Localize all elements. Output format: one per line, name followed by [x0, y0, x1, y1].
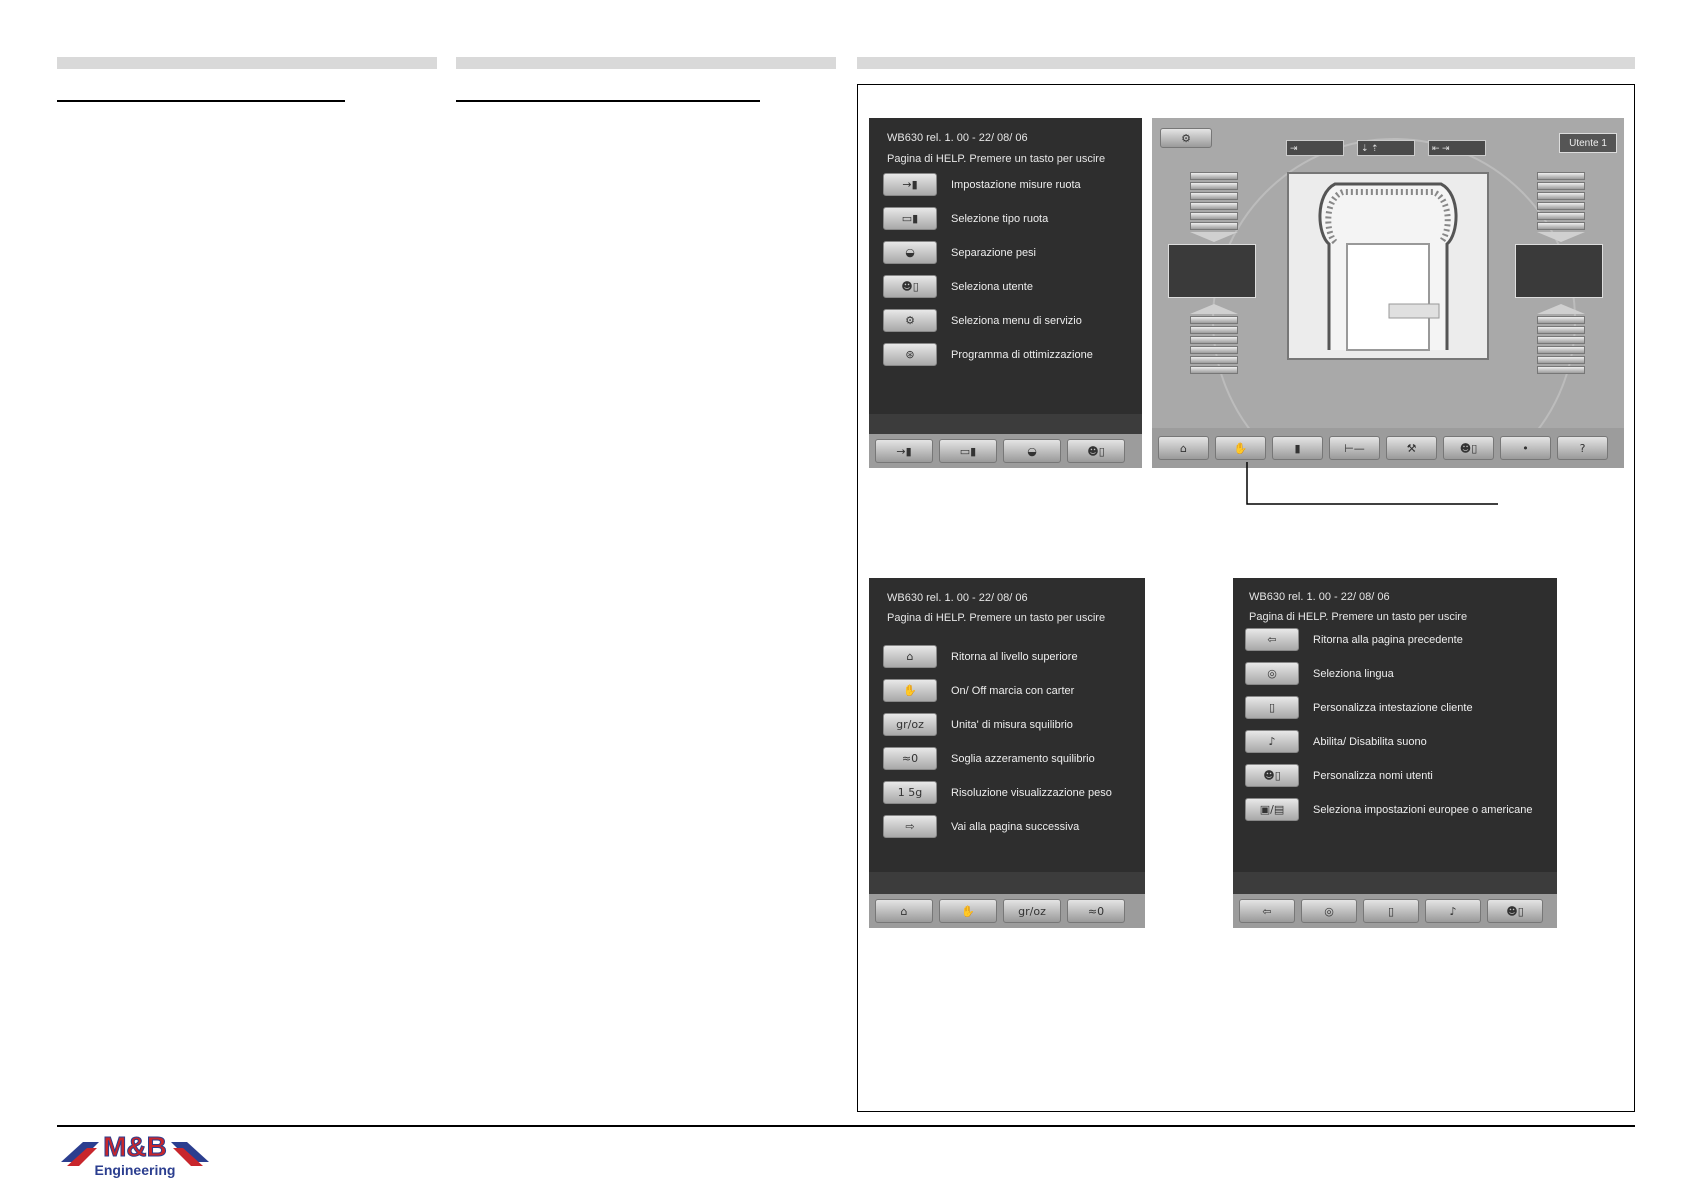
help-line: Pagina di HELP. Premere un tasto per uscire — [1249, 611, 1468, 623]
help-item-icon: ⇦ — [1245, 628, 1299, 651]
footer-rule — [57, 1125, 1635, 1127]
toolbar-button[interactable]: ⇦ — [1239, 899, 1295, 923]
column-rule-left — [57, 100, 345, 102]
help-item — [883, 342, 1093, 367]
help-item-icon: ◒ — [883, 241, 937, 264]
help-item — [883, 172, 1081, 197]
logo-sub: Engineering — [94, 1162, 176, 1178]
toolbar-button[interactable]: gr/oz — [1003, 899, 1061, 923]
help-screen-main — [869, 118, 1142, 468]
help-item-label: Abilita/ Disabilita suono — [1313, 735, 1427, 748]
logo-brand: M&B — [103, 1131, 167, 1162]
help-item-icon: ✋ — [883, 679, 937, 702]
column-header-bar-left — [57, 57, 437, 69]
help-item-icon: ♪ — [1245, 730, 1299, 753]
toolbar-button[interactable]: ▯ — [1363, 899, 1419, 923]
help-item — [1245, 797, 1533, 822]
toolbar-button[interactable]: ▮ — [1272, 436, 1323, 460]
toolbar — [869, 894, 1145, 928]
help-item — [1245, 695, 1473, 720]
help-item-icon: ≈0 — [883, 747, 937, 770]
help-item-label: Soglia azzeramento squilibrio — [951, 752, 1095, 765]
toolbar-button[interactable]: ✋ — [1215, 436, 1266, 460]
help-item — [883, 712, 1073, 737]
help-item-label: Personalizza nomi utenti — [1313, 769, 1433, 782]
help-item — [1245, 661, 1394, 686]
toolbar-button[interactable]: ◎ — [1301, 899, 1357, 923]
help-item — [883, 240, 1036, 265]
help-item-label: Personalizza intestazione cliente — [1313, 701, 1473, 714]
left-top-indicator — [1190, 172, 1238, 242]
toolbar-button[interactable]: ◒ — [1003, 439, 1061, 463]
help-item-label: Seleziona impostazioni europee o americane — [1313, 803, 1533, 816]
help-line: Pagina di HELP. Premere un tasto per uscire — [887, 153, 1106, 165]
help-item-label: Programma di ottimizzazione — [951, 348, 1093, 361]
version-line: WB630 rel. 1. 00 - 22/ 08/ 06 — [887, 592, 1028, 604]
help-item-icon: ▣/▤ — [1245, 798, 1299, 821]
help-item-icon: →▮ — [883, 173, 937, 196]
callout-line — [1240, 462, 1500, 506]
column-header-bar-right — [857, 57, 1635, 69]
help-item-label: Ritorna alla pagina precedente — [1313, 633, 1463, 646]
help-item — [883, 206, 1048, 231]
help-item — [883, 308, 1082, 333]
help-item-icon: ⊛ — [883, 343, 937, 366]
toolbar-button[interactable]: ☻▯ — [1487, 899, 1543, 923]
help-item — [1245, 763, 1433, 788]
help-item-icon: ☻▯ — [1245, 764, 1299, 787]
column-header-bar-middle — [456, 57, 836, 69]
help-item-label: Seleziona lingua — [1313, 667, 1394, 680]
help-item-icon: ⌂ — [883, 645, 937, 668]
help-item-icon: ☻▯ — [883, 275, 937, 298]
help-item — [1245, 729, 1427, 754]
version-line: WB630 rel. 1. 00 - 22/ 08/ 06 — [887, 132, 1028, 144]
help-item-label: Risoluzione visualizzazione peso — [951, 786, 1112, 799]
help-item-icon: ▭▮ — [883, 207, 937, 230]
help-screen-page-2 — [1233, 578, 1557, 928]
toolbar-button[interactable]: ⌂ — [875, 899, 933, 923]
user-badge[interactable]: Utente 1 — [1559, 133, 1617, 153]
column-rule-middle — [456, 100, 760, 102]
help-item-label: On/ Off marcia con carter — [951, 684, 1075, 697]
right-bottom-indicator — [1537, 304, 1585, 376]
help-item — [883, 274, 1033, 299]
logo — [57, 1132, 213, 1180]
toolbar-button[interactable]: • — [1500, 436, 1551, 460]
help-item — [883, 678, 1074, 703]
toolbar-button[interactable]: ♪ — [1425, 899, 1481, 923]
tire-cross-section — [1287, 172, 1489, 360]
diameter-field[interactable]: ⇤ ⇥ — [1428, 140, 1486, 156]
right-weight-display — [1515, 244, 1603, 298]
help-item-icon: ▯ — [1245, 696, 1299, 719]
toolbar — [1233, 894, 1557, 928]
help-item-label: Impostazione misure ruota — [951, 178, 1081, 191]
toolbar-button[interactable]: ⌂ — [1158, 436, 1209, 460]
toolbar-button[interactable]: ▭▮ — [939, 439, 997, 463]
version-line: WB630 rel. 1. 00 - 22/ 08/ 06 — [1249, 591, 1390, 603]
toolbar-button[interactable]: ✋ — [939, 899, 997, 923]
help-item — [1245, 627, 1463, 652]
help-item-label: Unita' di misura squilibrio — [951, 718, 1073, 731]
right-top-indicator — [1537, 172, 1585, 242]
help-item-label: Vai alla pagina successiva — [951, 820, 1080, 833]
toolbar — [869, 434, 1142, 468]
toolbar-button[interactable]: ≈0 — [1067, 899, 1125, 923]
toolbar-button[interactable]: ? — [1557, 436, 1608, 460]
distance-field[interactable]: ⇥ — [1286, 140, 1344, 156]
help-item — [883, 814, 1079, 839]
help-item-label: Seleziona menu di servizio — [951, 314, 1082, 327]
help-item-label: Seleziona utente — [951, 280, 1033, 293]
help-item-icon: ⇨ — [883, 815, 937, 838]
width-field[interactable]: ⇣ ⇡ — [1357, 140, 1415, 156]
help-item — [883, 780, 1112, 805]
toolbar-button[interactable]: →▮ — [875, 439, 933, 463]
toolbar-button[interactable]: ⚒ — [1386, 436, 1437, 460]
left-weight-display — [1168, 244, 1256, 298]
help-item-label: Selezione tipo ruota — [951, 212, 1049, 225]
help-line: Pagina di HELP. Premere un tasto per uscire — [887, 612, 1106, 624]
help-item-icon: ⚙ — [883, 309, 937, 332]
toolbar-button[interactable]: ☻▯ — [1443, 436, 1494, 460]
service-icon[interactable]: ⚙ — [1160, 128, 1212, 148]
help-item-icon: ◎ — [1245, 662, 1299, 685]
help-item — [883, 746, 1095, 771]
help-item-icon: gr/oz — [883, 713, 937, 736]
help-item-label: Ritorna al livello superiore — [951, 650, 1078, 663]
help-item-label: Separazione pesi — [951, 246, 1037, 259]
help-item-icon: 1 5g — [883, 781, 937, 804]
toolbar-button[interactable]: ☻▯ — [1067, 439, 1125, 463]
help-item — [883, 644, 1078, 669]
tire-profile-icon — [1289, 174, 1487, 358]
left-bottom-indicator — [1190, 304, 1238, 376]
wheel-balancer-screen — [1152, 118, 1624, 468]
toolbar-button[interactable]: ⊢— — [1329, 436, 1380, 460]
help-screen-page-1 — [869, 578, 1145, 928]
